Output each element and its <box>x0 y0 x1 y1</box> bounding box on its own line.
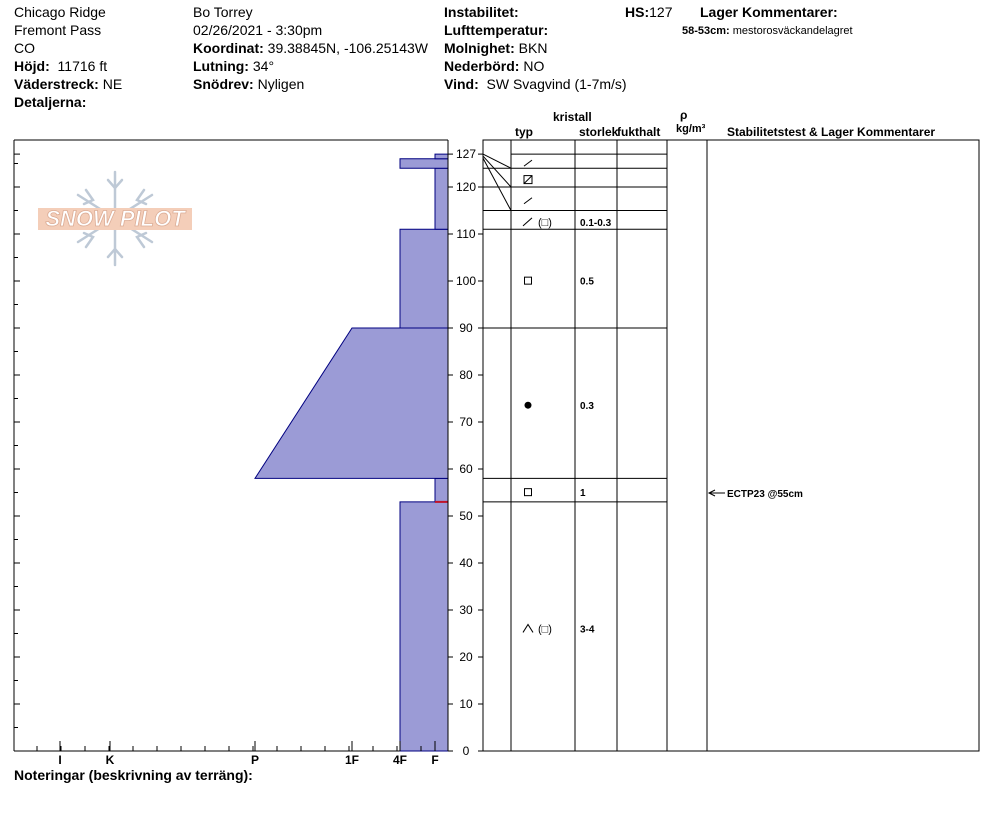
layer-row-7 <box>523 623 595 635</box>
crystal-icon <box>525 402 532 409</box>
hardness-tick-label-4F: 4F <box>392 753 408 767</box>
logo-text: SNOW PILOT <box>45 206 185 231</box>
notes-label: Noteringar (beskrivning av terräng): <box>14 767 253 783</box>
height-tick-label-60: 60 <box>459 462 473 476</box>
height-tick-label-30: 30 <box>459 603 473 617</box>
height-tick-label-40: 40 <box>459 556 473 570</box>
notes-row <box>14 766 253 784</box>
hardness-layer-1 <box>435 478 448 502</box>
hs-label: HS: <box>625 4 650 20</box>
height-tick-label-127: 127 <box>455 147 477 162</box>
layer-comment-range: 58-53cm: <box>682 25 730 37</box>
layer-size: 1 <box>580 488 586 500</box>
aspect-label: Väderstreck: <box>14 76 99 92</box>
layer-size: 0.3 <box>580 401 594 413</box>
height-tick-label-100: 100 <box>455 274 477 288</box>
col-type-heading: typ <box>515 125 533 139</box>
state-name: CO <box>14 40 35 56</box>
col-rho-heading: ρ <box>680 108 688 122</box>
precip-label: Nederbörd: <box>444 58 520 74</box>
height-tick-label-20: 20 <box>459 650 473 664</box>
layer-row-5 <box>511 401 667 478</box>
hardness-profile <box>255 154 448 751</box>
drift-label: Snödrev: <box>193 76 254 92</box>
cloud-label: Molnighet: <box>444 40 515 56</box>
height-tick-label-50: 50 <box>459 509 473 523</box>
hardness-tick-label-I: I <box>58 753 62 767</box>
coordinate-value: 39.38845N, -106.25143W <box>267 40 428 56</box>
col-crystal-heading: kristall <box>553 110 592 124</box>
layer-comment-text: mestorosväckandelagret <box>732 25 853 37</box>
crystal-icon <box>525 277 532 284</box>
hardness-layer-0 <box>400 502 448 751</box>
crystal-icon <box>524 160 532 166</box>
layer-size: 0.1-0.3 <box>580 217 612 229</box>
col-size-heading: storlek <box>579 125 619 139</box>
airtemp-label: Lufttemperatur: <box>444 22 549 38</box>
stability-test-marker <box>709 489 803 500</box>
height-tick-label-110: 110 <box>456 227 476 241</box>
col-density-heading: kg/m³ <box>676 123 706 135</box>
layer-size: 0.5 <box>580 276 594 288</box>
crystal-icon: (□) <box>538 623 552 636</box>
crystal-icon <box>523 624 533 632</box>
wind-value: SW Svagvind (1-7m/s) <box>486 76 627 92</box>
crystal-icon <box>524 176 532 184</box>
elevation-label: Höjd: <box>14 58 50 74</box>
hardness-layer-2 <box>255 328 448 478</box>
hardness-layer-6 <box>435 154 448 159</box>
hardness-scale <box>37 741 439 767</box>
height-tick-label-80: 80 <box>459 368 473 382</box>
height-tick-label-10: 10 <box>459 697 473 711</box>
snowpilot-logo <box>38 172 192 265</box>
hardness-tick-label-1F: 1F <box>344 753 360 767</box>
crystal-icon <box>523 218 532 226</box>
crystal-icon <box>525 489 532 496</box>
hardness-layer-3 <box>400 229 448 328</box>
height-tick-label-90: 90 <box>459 321 473 335</box>
hardness-tick-label-F: F <box>431 753 439 767</box>
col-moisture-heading: fukthalt <box>617 125 661 139</box>
hardness-layer-5 <box>400 159 448 168</box>
cloud-value: BKN <box>518 40 548 56</box>
height-tick-label-70: 70 <box>459 415 473 429</box>
slope-value: 34° <box>252 58 275 74</box>
col-stability-heading: Stabilitetstest & Lager Kommentarer <box>727 125 936 139</box>
stability-test-label: ECTP23 @55cm <box>727 489 803 500</box>
height-tick-label-0: 0 <box>462 744 470 758</box>
details-label: Detaljerna: <box>14 94 87 110</box>
precip-value: NO <box>523 58 545 74</box>
instability-label: Instabilitet: <box>444 4 519 20</box>
elevation-value: 11716 ft <box>57 58 108 74</box>
observation-datetime: 02/26/2021 - 3:30pm <box>193 22 323 38</box>
layer-comments-label: Lager Kommentarer: <box>700 4 838 20</box>
height-tick-label-120: 120 <box>455 180 477 194</box>
layer-row-6 <box>511 488 667 502</box>
hardness-tick-label-P: P <box>250 753 260 767</box>
slope-label: Lutning: <box>193 58 249 74</box>
wind-label: Vind: <box>444 76 479 92</box>
layer-size: 3-4 <box>580 624 595 636</box>
layer-grid-frame <box>483 140 979 751</box>
aspect-value: NE <box>102 76 123 92</box>
region-name: Fremont Pass <box>14 22 102 38</box>
coordinate-label: Koordinat: <box>193 40 264 56</box>
observer-name: Bo Torrey <box>193 4 253 20</box>
drift-value: Nyligen <box>257 76 305 92</box>
location-name: Chicago Ridge <box>14 4 106 20</box>
crystal-icon: (□) <box>538 216 552 229</box>
hs-value: 127 <box>649 4 673 20</box>
crystal-icon <box>524 198 532 204</box>
hardness-tick-label-K: K <box>105 753 115 767</box>
hardness-layer-4 <box>435 168 448 229</box>
